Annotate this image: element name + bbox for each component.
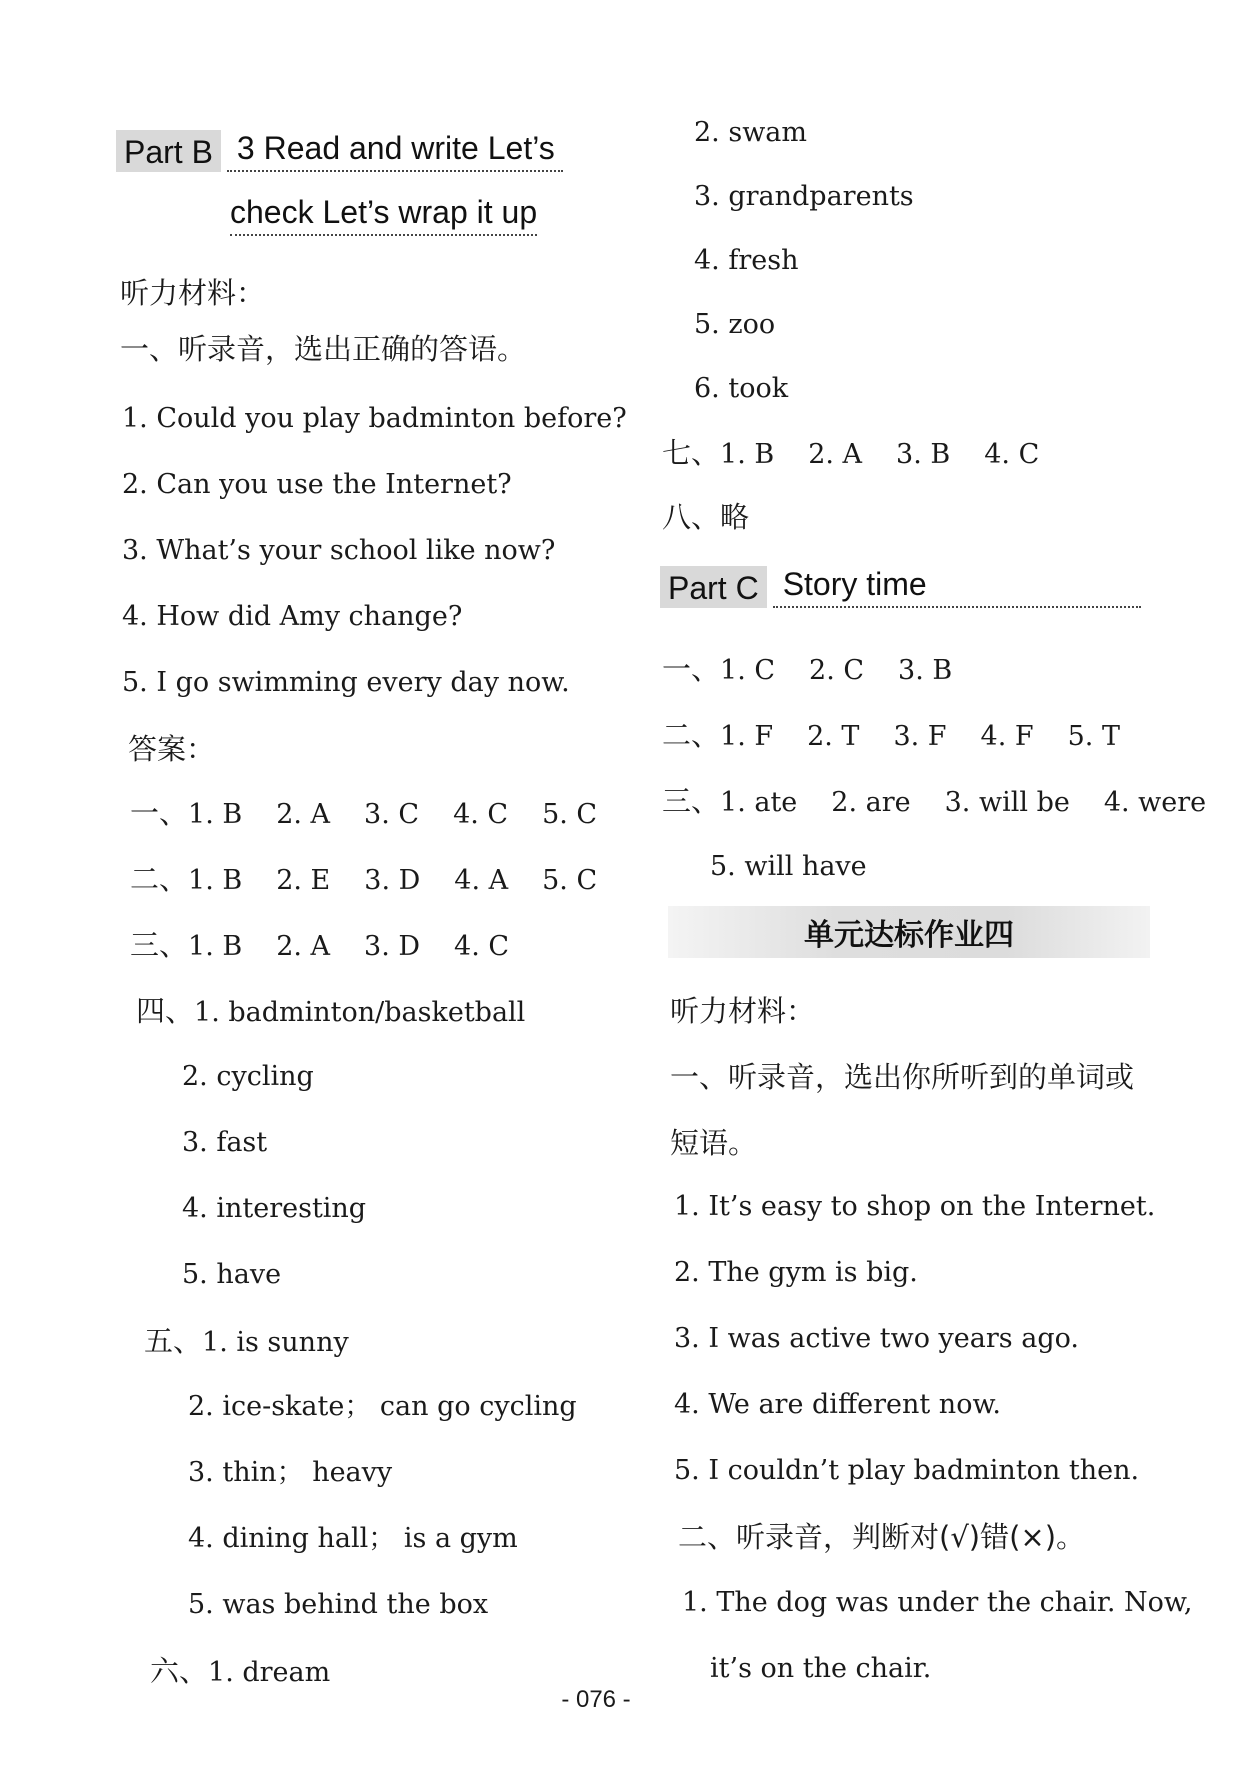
answers-label: 答案： [128,732,216,766]
section6-item: 3. grandparents [694,181,914,212]
answer-row: 二、1. B 2. E 3. D 4. A 5. C [130,862,598,896]
unit-listening-label: 听力材料： [670,994,816,1028]
part-b-header [116,128,563,172]
section6-item: 2. swam [694,117,808,148]
unit-s2-instruction: 二、听录音，判断对(√)错(×)。 [678,1520,1086,1554]
answer-row: 三、1. B 2. A 3. D 4. C [130,928,510,962]
section5-row: 五、1. is sunny [144,1324,349,1358]
section1-instruction: 一、听录音，选出正确的答语。 [120,332,527,366]
section5-item: 5. was behind the box [188,1589,489,1620]
question-item: 4. How did Amy change? [122,601,463,632]
section6-row: 六、1. dream [150,1654,331,1688]
answer-row: 一、1. B 2. A 3. C 4. C 5. C [130,796,598,830]
section4-item: 4. interesting [182,1193,367,1224]
question-item: 1. Could you play badminton before? [122,403,627,434]
section4-row: 四、1. badminton/basketball [136,994,526,1028]
part-c-title: Story time [773,564,1141,608]
section4-item: 3. fast [182,1127,268,1158]
question-item: 2. Can you use the Internet? [122,469,512,500]
page-number: - 076 - [561,1686,631,1713]
question-item: 5. I go swimming every day now. [122,667,570,698]
unit-s1-item: 5. I couldn’t play badminton then. [674,1455,1140,1486]
unit-s1-instruction: 一、听录音，选出你所听到的单词或 [670,1060,1135,1094]
part-b-title-line2: check Let’s wrap it up [230,192,537,236]
part-b-title-line1: 3 Read and write Let’s [227,128,563,172]
part-c-answer-row: 三、1. ate 2. are 3. will be 4. were [662,784,1207,818]
unit-banner: 单元达标作业四 [668,906,1150,958]
section5-item: 4. dining hall； is a gym [188,1523,518,1554]
section6-item: 5. zoo [694,309,776,340]
section5-item: 2. ice-skate； can go cycling [188,1391,577,1422]
part-c-answer-row: 一、1. C 2. C 3. B [662,652,953,686]
unit-s2-item: 1. The dog was under the chair. Now, [682,1587,1193,1618]
section7-row: 七、1. B 2. A 3. B 4. C [662,436,1040,470]
unit-s1-item: 2. The gym is big. [674,1257,918,1288]
part-c-answer-row: 二、1. F 2. T 3. F 4. F 5. T [662,718,1120,752]
unit-s2-item-cont: it’s on the chair. [710,1653,932,1684]
section6-item: 4. fresh [694,245,799,276]
section4-item: 2. cycling [182,1061,314,1092]
unit-s1-item: 3. I was active two years ago. [674,1323,1079,1354]
part-c-header [660,564,1141,608]
question-item: 3. What’s your school like now? [122,535,556,566]
part-c-answer-cont: 5. will have [710,851,867,882]
unit-s1-item: 1. It’s easy to shop on the Internet. [674,1191,1156,1222]
section8: 八、略 [662,500,750,534]
listening-label: 听力材料： [120,276,266,310]
unit-s1-instruction-cont: 短语。 [670,1126,758,1160]
part-c-badge: Part C [660,566,767,608]
part-b-badge: Part B [116,130,221,172]
section4-item: 5. have [182,1259,282,1290]
unit-s1-item: 4. We are different now. [674,1389,1001,1420]
section6-item: 6. took [694,373,789,404]
section5-item: 3. thin； heavy [188,1457,393,1488]
